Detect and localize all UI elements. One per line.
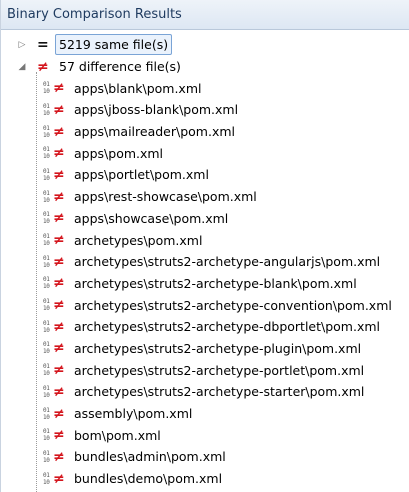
- binary-file-icon: 01 10: [43, 341, 50, 356]
- diff-item-row[interactable]: [1, 424, 409, 446]
- binary-file-icon: 01 10: [43, 406, 50, 421]
- not-equal-icon: ≠: [53, 427, 65, 444]
- not-equal-icon: ≠: [53, 297, 65, 314]
- diff-item-row[interactable]: [1, 208, 409, 230]
- diff-item-label[interactable]: archetypes\pom.xml: [74, 232, 203, 248]
- diff-item-label[interactable]: bundles\demo\pom.xml: [74, 471, 223, 487]
- diff-item-label[interactable]: apps\pom.xml: [74, 145, 164, 161]
- binary-file-icon: 01 10: [43, 384, 50, 399]
- not-equal-icon: ≠: [53, 318, 65, 335]
- tree-guide-line: [36, 72, 37, 492]
- diff-item-label[interactable]: apps\mailreader\pom.xml: [74, 124, 236, 140]
- binary-file-icon: 01 10: [43, 298, 50, 313]
- not-equal-icon: ≠: [53, 362, 65, 379]
- diff-item-label[interactable]: assembly\pom.xml: [74, 406, 193, 422]
- diff-item-label[interactable]: bundles\admin\pom.xml: [74, 449, 226, 465]
- panel-title: Binary Comparison Results: [1, 0, 409, 30]
- diff-item-label[interactable]: apps\showcase\pom.xml: [74, 210, 229, 226]
- not-equal-icon: ≠: [53, 188, 65, 205]
- diff-item-row[interactable]: [1, 468, 409, 490]
- diff-item-row[interactable]: [1, 273, 409, 295]
- binary-file-icon: 01 10: [43, 81, 50, 96]
- diff-item-label[interactable]: apps\rest-showcase\pom.xml: [74, 189, 257, 205]
- diff-item-label[interactable]: archetypes\struts2-archetype-blank\pom.xml: [74, 275, 357, 291]
- diff-files-group[interactable]: [1, 56, 409, 78]
- same-files-label[interactable]: 5219 same file(s): [55, 34, 172, 55]
- diff-item-row[interactable]: [1, 338, 409, 360]
- diff-item-label[interactable]: apps\jboss-blank\pom.xml: [74, 102, 239, 118]
- diff-item-row[interactable]: [1, 229, 409, 251]
- binary-file-icon: 01 10: [43, 449, 50, 464]
- binary-file-icon: 01 10: [43, 146, 50, 161]
- binary-file-icon: 01 10: [43, 363, 50, 378]
- diff-item-label[interactable]: apps\portlet\pom.xml: [74, 167, 209, 183]
- not-equal-icon: ≠: [37, 58, 49, 75]
- equal-icon: =: [37, 36, 49, 53]
- expanded-arrow-icon[interactable]: ◢: [18, 61, 26, 72]
- diff-item-row[interactable]: [1, 359, 409, 381]
- diff-item-label[interactable]: archetypes\struts2-archetype-plugin\pom.xml: [74, 340, 362, 356]
- diff-item-row[interactable]: [1, 77, 409, 99]
- not-equal-icon: ≠: [53, 210, 65, 227]
- diff-item-row[interactable]: [1, 403, 409, 425]
- diff-item-row[interactable]: [1, 164, 409, 186]
- binary-file-icon: 01 10: [43, 319, 50, 334]
- binary-file-icon: 01 10: [43, 276, 50, 291]
- not-equal-icon: ≠: [53, 80, 65, 97]
- diff-item-row[interactable]: [1, 446, 409, 468]
- not-equal-icon: ≠: [53, 470, 65, 487]
- binary-file-icon: 01 10: [43, 254, 50, 269]
- diff-item-label[interactable]: archetypes\struts2-archetype-portlet\pom.xml: [74, 362, 365, 378]
- diff-item-row[interactable]: [1, 186, 409, 208]
- diff-item-label[interactable]: apps\blank\pom.xml: [74, 80, 202, 96]
- not-equal-icon: ≠: [53, 340, 65, 357]
- diff-item-row[interactable]: [1, 381, 409, 403]
- not-equal-icon: ≠: [53, 405, 65, 422]
- diff-item-label[interactable]: archetypes\struts2-archetype-dbportlet\pom.xml: [74, 319, 380, 335]
- diff-item-label[interactable]: archetypes\struts2-archetype-starter\pom.xml: [74, 384, 365, 400]
- not-equal-icon: ≠: [53, 123, 65, 140]
- diff-item-label[interactable]: archetypes\struts2-archetype-convention\pom.xml: [74, 297, 392, 313]
- not-equal-icon: ≠: [53, 383, 65, 400]
- diff-items-list: [1, 77, 409, 489]
- diff-files-label[interactable]: 57 difference file(s): [59, 59, 181, 75]
- collapsed-arrow-icon[interactable]: ▷: [18, 39, 26, 50]
- binary-file-icon: 01 10: [43, 211, 50, 226]
- diff-item-row[interactable]: [1, 142, 409, 164]
- binary-file-icon: 01 10: [43, 189, 50, 204]
- not-equal-icon: ≠: [53, 232, 65, 249]
- binary-file-icon: 01 10: [43, 167, 50, 182]
- binary-file-icon: 01 10: [43, 102, 50, 117]
- diff-item-row[interactable]: [1, 251, 409, 273]
- diff-item-row[interactable]: [1, 121, 409, 143]
- diff-item-row[interactable]: [1, 294, 409, 316]
- diff-item-row[interactable]: [1, 316, 409, 338]
- not-equal-icon: ≠: [53, 145, 65, 162]
- not-equal-icon: ≠: [53, 253, 65, 270]
- diff-item-label[interactable]: bom\pom.xml: [74, 427, 161, 443]
- not-equal-icon: ≠: [53, 101, 65, 118]
- not-equal-icon: ≠: [53, 448, 65, 465]
- binary-file-icon: 01 10: [43, 471, 50, 486]
- binary-file-icon: 01 10: [43, 428, 50, 443]
- results-tree: [1, 30, 409, 489]
- diff-item-row[interactable]: [1, 99, 409, 121]
- diff-item-label[interactable]: archetypes\struts2-archetype-angularjs\pom.xml: [74, 254, 381, 270]
- not-equal-icon: ≠: [53, 166, 65, 183]
- binary-file-icon: 01 10: [43, 233, 50, 248]
- binary-file-icon: 01 10: [43, 124, 50, 139]
- same-files-group[interactable]: [1, 34, 409, 56]
- not-equal-icon: ≠: [53, 275, 65, 292]
